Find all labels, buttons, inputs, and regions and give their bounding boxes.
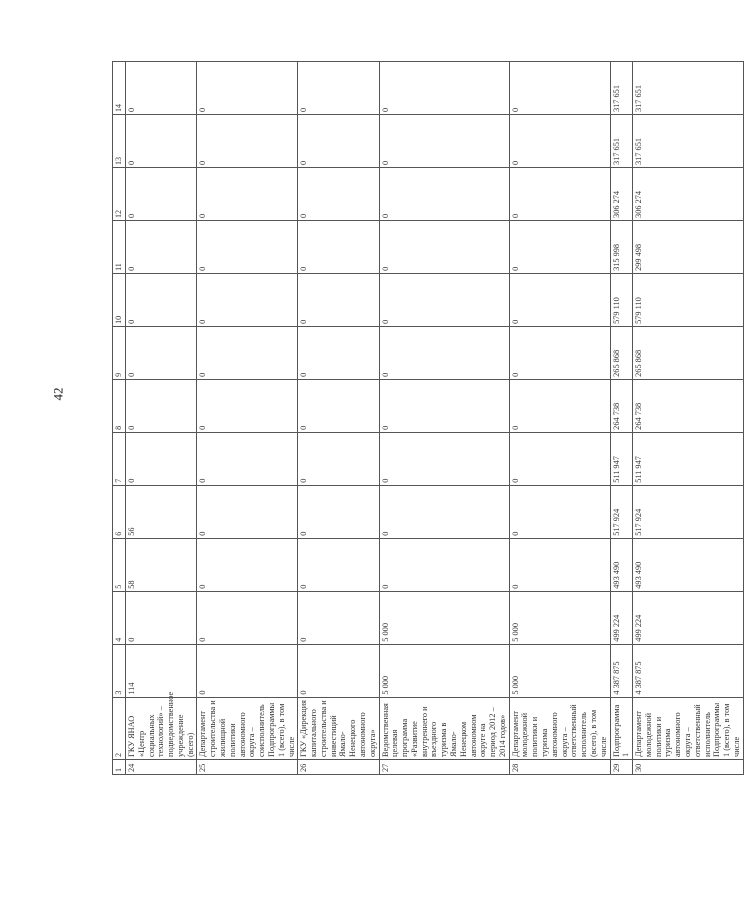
value-cell: 306 274 [633,167,744,220]
value-cell: 0 [197,591,298,644]
row-name: ГКУ ЯНАО «Центр социальных технологий» – подведомственное учреждение (всего) [126,697,197,759]
value-cell: 0 [509,167,610,220]
value-cell: 317 651 [633,62,744,115]
value-cell: 0 [509,432,610,485]
value-cell: 264 738 [633,379,744,432]
value-cell: 0 [197,485,298,538]
value-cell: 493 490 [633,538,744,591]
value-cell: 579 110 [633,273,744,326]
value-cell: 517 924 [633,485,744,538]
table-row [298,62,379,775]
value-cell: 5 000 [379,644,509,697]
table-container [112,61,741,775]
value-cell: 0 [298,538,379,591]
value-cell: 306 274 [610,167,633,220]
column-header: 5 [113,538,126,591]
value-cell: 511 947 [610,432,633,485]
value-cell: 0 [379,485,509,538]
value-cell: 0 [126,379,197,432]
value-cell: 0 [126,273,197,326]
value-cell: 0 [126,432,197,485]
table-row [379,62,509,775]
column-header: 9 [113,326,126,379]
value-cell: 299 498 [633,220,744,273]
value-cell: 0 [197,379,298,432]
table-row [126,62,197,775]
value-cell: 0 [298,167,379,220]
value-cell: 0 [379,115,509,168]
value-cell: 0 [298,115,379,168]
value-cell: 56 [126,485,197,538]
row-number: 24 [126,759,197,774]
row-name: Департамент молодежной политики и туризма автономного округа – ответственный исполнитель Подпрограммы 1 (всего), в том числе [633,697,744,759]
value-cell: 0 [509,538,610,591]
value-cell: 0 [298,220,379,273]
value-cell: 0 [197,115,298,168]
value-cell: 317 651 [633,115,744,168]
value-cell: 5 000 [509,591,610,644]
value-cell: 0 [197,326,298,379]
row-number: 26 [298,759,379,774]
column-header: 1 [113,759,126,774]
value-cell: 0 [298,62,379,115]
value-cell: 317 651 [610,62,633,115]
column-header: 10 [113,273,126,326]
header-row [113,62,126,775]
column-header: 13 [113,115,126,168]
table-row [197,62,298,775]
value-cell: 517 924 [610,485,633,538]
column-header: 14 [113,62,126,115]
value-cell: 0 [197,538,298,591]
value-cell: 0 [298,485,379,538]
row-number: 29 [610,759,633,774]
value-cell: 0 [126,115,197,168]
value-cell: 579 110 [610,273,633,326]
value-cell: 264 738 [610,379,633,432]
column-header: 7 [113,432,126,485]
column-header: 3 [113,644,126,697]
value-cell: 0 [509,62,610,115]
page-number: 42 [50,387,66,401]
value-cell: 114 [126,644,197,697]
value-cell: 0 [298,432,379,485]
value-cell: 493 490 [610,538,633,591]
value-cell: 5 000 [509,644,610,697]
column-header: 11 [113,220,126,273]
value-cell: 499 224 [633,591,744,644]
value-cell: 0 [509,115,610,168]
value-cell: 0 [197,167,298,220]
column-header: 4 [113,591,126,644]
value-cell: 0 [197,432,298,485]
document-page [10,10,741,772]
value-cell: 0 [126,591,197,644]
value-cell: 0 [379,379,509,432]
value-cell: 0 [379,538,509,591]
value-cell: 265 868 [633,326,744,379]
value-cell: 0 [298,644,379,697]
value-cell: 0 [126,326,197,379]
value-cell: 0 [509,326,610,379]
value-cell: 0 [379,273,509,326]
scan-margin [0,780,640,905]
row-name: Подпрограмма 1 [610,697,633,759]
value-cell: 0 [126,220,197,273]
value-cell: 499 224 [610,591,633,644]
value-cell: 0 [509,220,610,273]
value-cell: 5 000 [379,591,509,644]
row-number: 27 [379,759,509,774]
value-cell: 317 651 [610,115,633,168]
column-header: 8 [113,379,126,432]
value-cell: 0 [298,591,379,644]
row-number: 25 [197,759,298,774]
value-cell: 0 [197,644,298,697]
value-cell: 4 387 875 [610,644,633,697]
table-row [610,62,633,775]
value-cell: 0 [126,62,197,115]
column-header: 6 [113,485,126,538]
column-header: 2 [113,697,126,759]
row-name: Департамент молодежной политики и туризма автономного округа – ответственный исполнитель (всего), в том числе [509,697,610,759]
value-cell: 0 [379,326,509,379]
value-cell: 58 [126,538,197,591]
value-cell: 0 [509,273,610,326]
value-cell: 0 [126,167,197,220]
row-name: ГКУ «Дирекция капитального строительства и инвестиций Ямало-Ненецкого автономного округа» [298,697,379,759]
budget-table [112,61,744,775]
column-header: 12 [113,167,126,220]
value-cell: 0 [197,62,298,115]
table-row [509,62,610,775]
table-row [633,62,744,775]
value-cell: 511 947 [633,432,744,485]
value-cell: 265 868 [610,326,633,379]
value-cell: 0 [379,432,509,485]
value-cell: 0 [298,273,379,326]
row-name: Ведомственная целевая программа «Развитие внутреннего и въездного туризма в Ямало-Ненецком автономном округе на период 2012 – 2014 годов» [379,697,509,759]
rotated-table-frame [112,61,741,775]
value-cell: 0 [197,220,298,273]
value-cell: 315 998 [610,220,633,273]
value-cell: 0 [379,220,509,273]
value-cell: 0 [379,167,509,220]
value-cell: 0 [509,379,610,432]
row-number: 30 [633,759,744,774]
row-number: 28 [509,759,610,774]
value-cell: 0 [298,326,379,379]
value-cell: 4 387 875 [633,644,744,697]
value-cell: 0 [197,273,298,326]
value-cell: 0 [298,379,379,432]
value-cell: 0 [379,62,509,115]
value-cell: 0 [509,485,610,538]
row-name: Департамент строительства и жилищной политики автономного округа – соисполнитель Подпрограммы 1 (всего), в том числе [197,697,298,759]
